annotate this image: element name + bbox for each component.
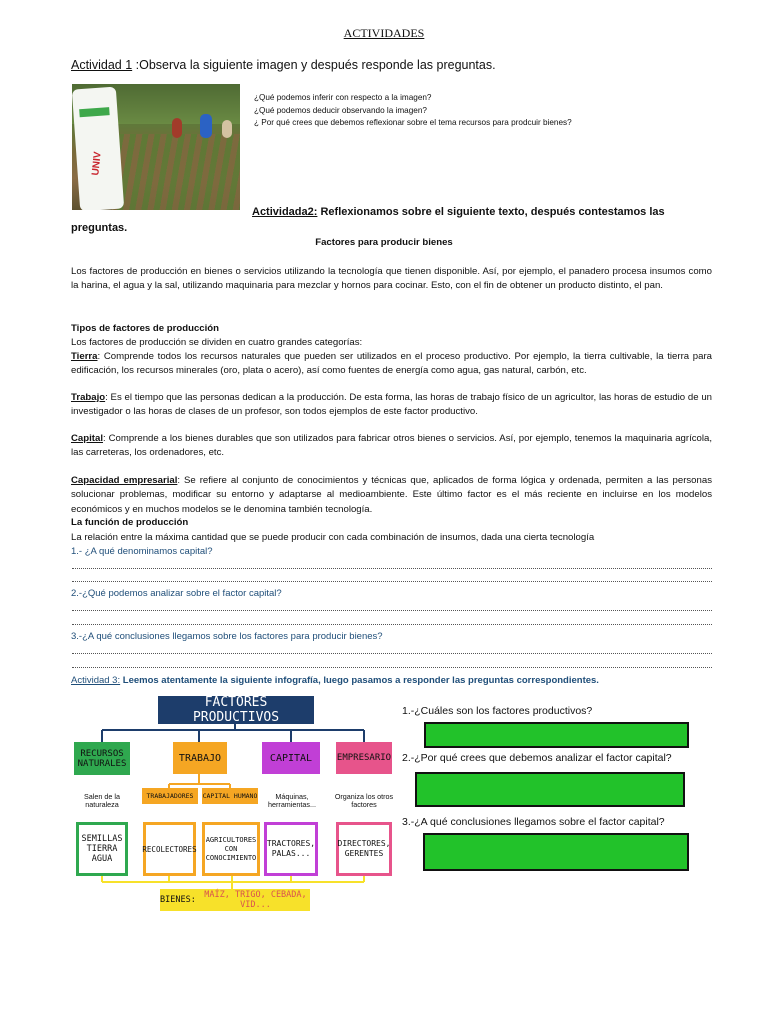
salen-note: Salen de la naturaleza <box>84 791 120 809</box>
answer-line[interactable] <box>72 624 712 625</box>
page-title: ACTIVIDADES <box>343 26 425 40</box>
answer-line[interactable] <box>72 653 712 654</box>
activity-1-heading <box>71 58 496 72</box>
activity-1-label: Actividad 1 <box>71 58 133 72</box>
activity-3-instruction: Leemos atentamente la siguiente infografía, luego pasamos a responder las preguntas correspondientes. <box>120 675 599 686</box>
bag-illustration: UNIV <box>72 87 124 210</box>
question-item: ¿ Por qué crees que debemos reflexionar sobre el tema recursos para prodcuir bienes? <box>254 118 572 127</box>
trabajo-paragraph <box>71 391 712 420</box>
bienes-bar <box>160 889 310 911</box>
activity-1-questions <box>254 92 572 130</box>
capacidad-text: : Se refiere al conjunto de conocimientos y técnicas que, aplicados de forma lógica y ordenada, permiten a las personas solucionar problemas, modificar su entorno y adaptarse al medioambiente. Este último factor es el más reciente en incluirse en los modelos económicos y en muchos modelos se le denomina también tecnología. <box>71 475 712 515</box>
act3-question-2: 2.-¿Por qué crees que debemos analizar el factor capital? <box>402 752 672 764</box>
intro-paragraph: Los factores de producción en bienes o servicios utilizando la tecnología que tienen disponible. Así, por ejemplo, el panadero procesa insumos como la harina, el agua y la sal, utilizando maquinaria para mezclar y hornos para cocinar. Esto, con el fin de obtener un producto distinto, el pan. <box>71 266 712 292</box>
question-3: 3.-¿A qué conclusiones llegamos sobre los factores para producir bienes? <box>71 631 383 642</box>
trabajo-text: : Es el tiempo que las personas dedican a la producción. De esta forma, las horas de trabajo físico de un agricultor, las horas de estudio de un investigador o las horas de clases de un profesor, son todos ejemplos de este factor productivo. <box>71 392 712 418</box>
capital-paragraph <box>71 432 712 461</box>
tierra-text: : Comprende todos los recursos naturales que pueden ser utilizados en el proceso productivo. Por ejemplo, la tierra cultivable, la tierra para edificación, los recursos minerales (oro, plata o acero), así como fuentes de energía como agua, gas natural, carbón, etc. <box>71 351 712 377</box>
activity-3-heading <box>71 675 599 686</box>
capital-label: Capital <box>71 433 103 444</box>
question-2: 2.-¿Qué podemos analizar sobre el factor capital? <box>71 588 282 599</box>
capital-humano-tag: CAPITAL HUMANO <box>202 788 258 804</box>
bienes-list: MAÍZ, TRIGO, CEBADA, VID... <box>204 890 307 910</box>
tractores-box: TRACTORES, PALAS... <box>264 822 318 876</box>
funcion-title: La función de producción <box>71 517 189 528</box>
organiza-note: Organiza los otros factores <box>334 791 394 809</box>
farmer-figure <box>200 114 212 138</box>
question-item: ¿Qué podemos deducir observando la imagen? <box>254 105 427 115</box>
activity-2-instruction: Reflexionamos sobre el siguiente texto, después contestamos las <box>317 206 665 218</box>
question-1: 1.- ¿A qué denominamos capital? <box>71 546 213 557</box>
infographic <box>72 694 397 916</box>
semillas-box: SEMILLAS TIERRA AGUA <box>76 822 128 876</box>
agricultores-box: AGRICULTORES CON CONOCIMIENTO <box>202 822 260 876</box>
trabajo-box: TRABAJO <box>173 742 227 774</box>
capital-text: : Comprende a los bienes durables que son utilizados para fabricar otros bienes o servicios. Así, por ejemplo, tenemos la maquinaria agrícola, las carreteras, los ordenadores, etc. <box>71 433 712 459</box>
trabajo-label: Trabajo <box>71 392 106 403</box>
recolectores-box: RECOLECTORES <box>143 822 196 876</box>
empresario-box: EMPRESARIO <box>336 742 392 774</box>
funcion-text: La relación entre la máxima cantidad que se puede producir con cada combinación de insumos, dada una cierta tecnología <box>71 532 595 543</box>
capacidad-label: Capacidad empresarial <box>71 475 178 486</box>
answer-box-2[interactable] <box>415 772 685 807</box>
answer-line[interactable] <box>72 667 712 668</box>
activity-2-label: Actividada2: <box>252 206 318 218</box>
answer-box-1[interactable] <box>424 722 689 748</box>
maquinas-note: Máquinas, herramientas... <box>268 791 316 809</box>
question-item: ¿Qué podemos inferir con respecto a la imagen? <box>254 93 432 102</box>
bienes-label: BIENES: <box>160 895 196 905</box>
answer-line[interactable] <box>72 581 712 582</box>
recursos-naturales-box: RECURSOS NATURALES <box>74 742 130 775</box>
directores-box: DIRECTORES, GERENTES <box>336 822 392 876</box>
section-subtitle: Factores para producir bienes <box>315 237 453 248</box>
tierra-label: Tierra <box>71 351 98 362</box>
capital-box: CAPITAL <box>262 742 320 774</box>
trabajadores-tag: TRABAJADORES <box>142 788 198 804</box>
types-intro: Los factores de producción se dividen en cuatro grandes categorías: <box>71 337 363 348</box>
tierra-paragraph <box>71 350 712 379</box>
activity-1-instruction: :Observa la siguiente imagen y después responde las preguntas. <box>132 58 496 72</box>
infographic-title: FACTORES PRODUCTIVOS <box>158 696 314 724</box>
answer-line[interactable] <box>72 610 712 611</box>
activity-2-heading <box>252 206 665 218</box>
act3-question-1: 1.-¿Cuáles son los factores productivos? <box>402 705 593 717</box>
farm-photo <box>72 84 240 210</box>
types-title: Tipos de factores de producción <box>71 323 220 334</box>
answer-line[interactable] <box>72 568 712 569</box>
capacidad-paragraph <box>71 474 712 517</box>
answer-box-3[interactable] <box>423 833 689 871</box>
act3-question-3: 3.-¿A qué conclusiones llegamos sobre el factor capital? <box>402 816 665 828</box>
activity-2-heading-continued: preguntas. <box>71 222 128 234</box>
activity-3-label: Actividad 3: <box>71 675 121 686</box>
